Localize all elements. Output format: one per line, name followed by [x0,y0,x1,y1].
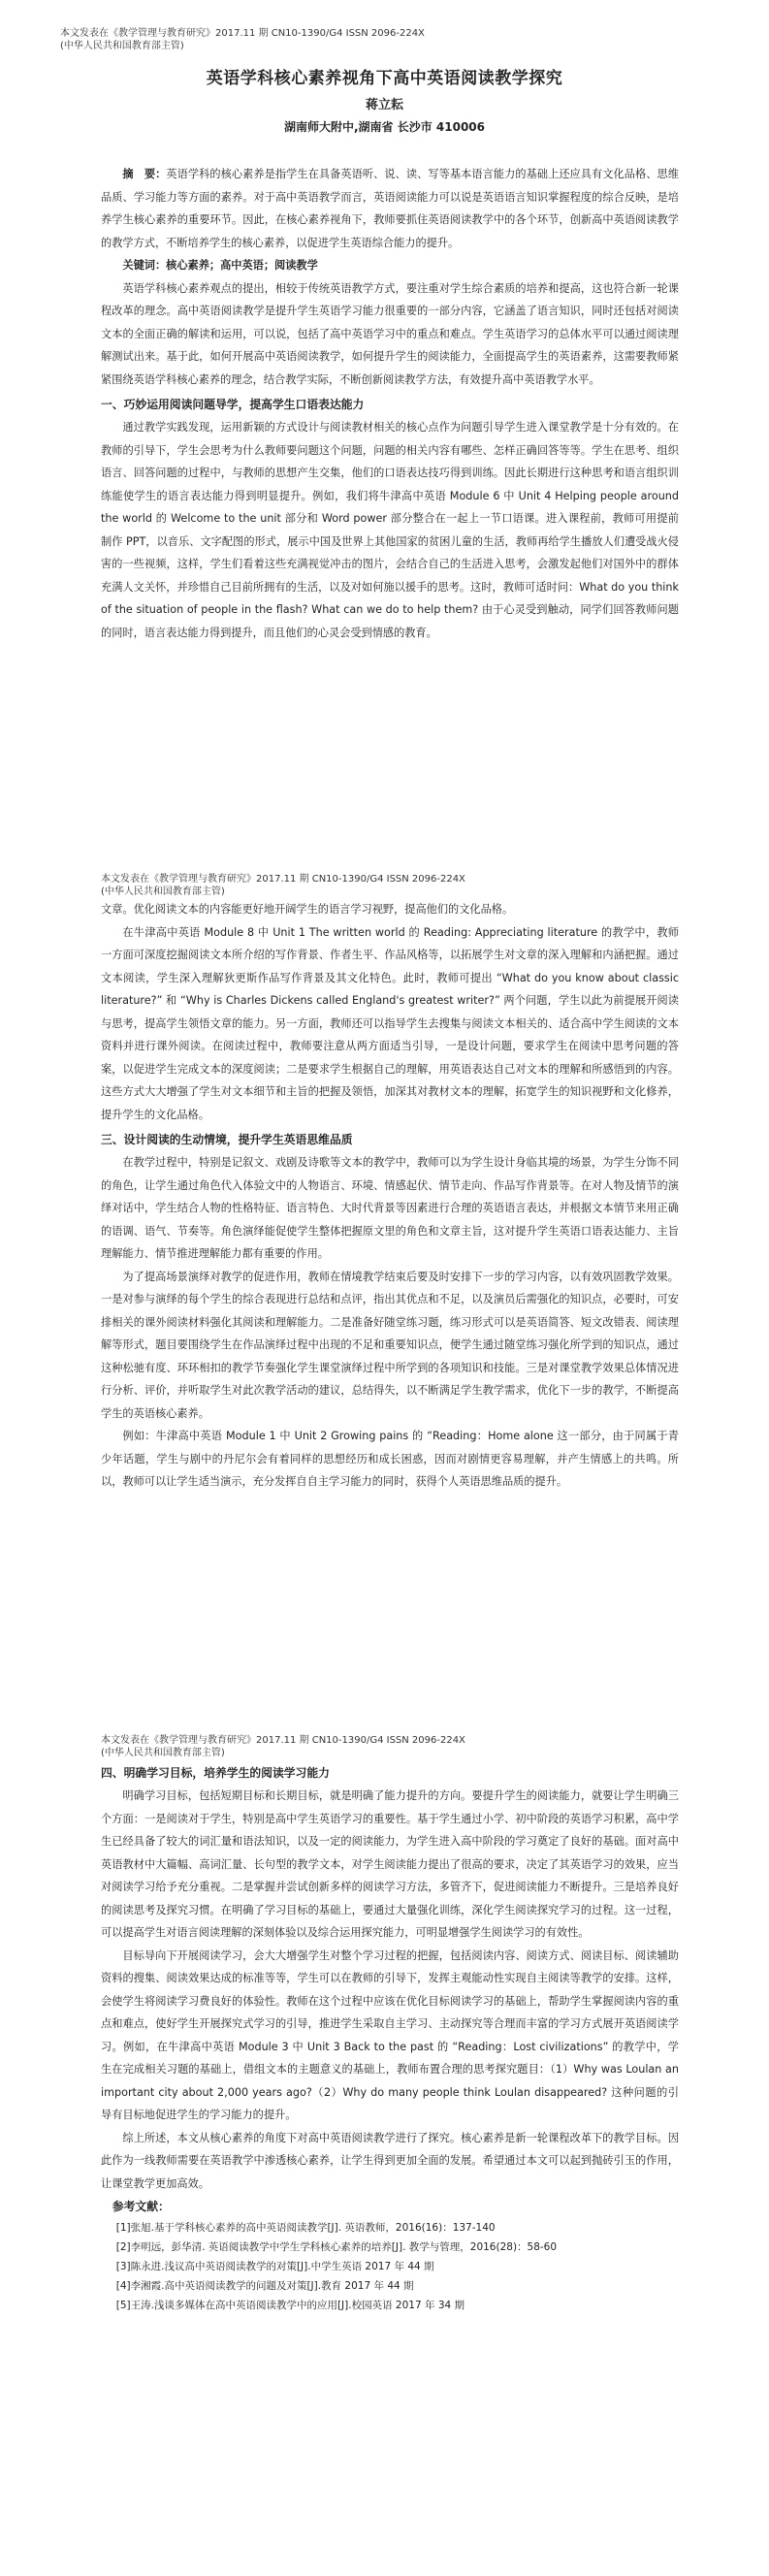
reference-item: [5]王涛.浅谈多媒体在高中英语阅读教学中的应用[J].校园英语 2017 年 34 期 [115,2300,465,2311]
keywords-label: 关键词： [122,259,167,272]
journal-header-line2: (中华人民共和国教育部主管) [60,41,184,51]
paper-author: 蒋立耘 [365,98,403,113]
section-3-paragraph-1: 在教学过程中，特别是记叙文、戏剧及诗歌等文本的教学中，教师可以为学生设计身临其境的场景，为学生分饰不同的角色，让学生通过角色代入体验文中的人物语言、环境、情感起伏、情节走向、作品写作背景等。在对人物及情节的演绎对话中，学生结合人物的性格特征、语言特色、大时代背景等因素进行合理的英语语言表达，并根据文本情节来用正确的语调、语气、节奏等。角色演绎能促使学生整体把握原文里的角色和文章主旨，这对提升学生英语口语表达能力、主旨理解能力、情节推进理解能力都有重要的作用。 [101,1156,679,1260]
page-2-paragraph: 在牛津高中英语 Module 8 中 Unit 1 The written world 的 Reading: Appreciating literature 的教学中，教师一方面可深度挖掘阅读文本所介绍的写作背景、作者生平、作品风格等，以拓展学生对文章的深入理解和内涵把握。通过文本阅读，学生深入理解狄更斯作品写作背景及其文化特色。此时，教师可提出 “What do you know about classic literature?” 和 “Why is Charles Dickens called England's greatest writer?” 两个问题，学生以此为前提展开阅读与思考，提高学生领悟文章的能力。另一方面，教师还可以指导学生去搜集与阅读文本相关的、适合高中学生阅读的文本资料并进行课外阅读。在阅读过程中，教师要注意从两方面适当引导，一是设计问题，要求学生在阅读中思考问题的答案，以促进学生完成文本的深度阅读；二是要求学生根据自己的理解，用英语表达自己对文本的理解和所感悟到的内容。这些方式大大增强了学生对文本细节和主旨的把握及领悟，加深其对教材文本的理解，拓宽学生的知识视野和文化修养，提升学生的文化品格。 [101,925,679,1121]
section-4-heading: 四、明确学习目标，培养学生的阅读学习能力 [101,1766,330,1780]
journal-header-2-line1: 本文发表在《教学管理与教育研究》2017.11 期 CN10-1390/G4 ISSN 2096-224X [101,874,465,885]
journal-header-2 [101,873,679,898]
journal-header-3-line1: 本文发表在《教学管理与教育研究》2017.11 期 CN10-1390/G4 ISSN 2096-224X [101,1735,465,1746]
keywords [101,254,679,277]
page-2-carryover: 文章。优化阅读文本的内容能更好地开阔学生的语言学习视野，提高他们的文化品格。 [101,903,514,916]
section-3-paragraph-3: 例如：牛津高中英语 Module 1 中 Unit 2 Growing pains 的 “Reading：Home alone 这一部分，由于同属于青少年话题，学生与剧中的丹尼尔会有着同样的思想经历和成长困惑，因而对剧情更容易理解，并产生情感上的共鸣。所以，教师可以让学生适当演示，充分发挥自自主学习能力的同时，获得个人英语思维品质的提升。 [101,1430,679,1488]
reference-item: [2]李明远，彭华清. 英语阅读教学中学生学科核心素养的培养[J]. 教学与管理，2016(28)：58-60 [115,2241,558,2253]
intro-paragraph: 英语学科核心素养观点的提出，相较于传统英语教学方式，要注重对学生综合素质的培养和提高，这也符合新一轮课程改革的理念。高中英语阅读教学是提升学生英语学习能力很重要的一部分内容，它涵盖了语言知识，同时还包括对阅读文本的全面正确的解读和运用，可以说，包括了高中英语学习中的重点和难点。学生英语学习的总体水平可以通过阅读理解测试出来。基于此，如何开展高中英语阅读教学，如何提升学生的阅读能力，全面提高学生的英语素养，这需要教师紧紧围绕英语学科核心素养的理念，结合教学实际，不断创新阅读教学方法，有效提升高中英语教学水平。 [101,281,679,386]
abstract-label: 摘 要： [122,168,167,180]
page-2 [101,873,679,1494]
section-4-paragraph-2: 目标导向下开展阅读学习，会大大增强学生对整个学习过程的把握，包括阅读内容、阅读方式、阅读目标、阅读辅助资料的搜集、阅读效果达成的标准等等，学生可以在教师的引导下，发挥主观能动性实现自主阅读等教学的安排。这样，会使学生将阅读学习费良好的体验性。教师在这个过程中应该在优化目标阅读学习的基础上，帮助学生掌握阅读内容的重点和难点，使好学生开展探究式学习的引导，推进学生采取自主学习、主动探究等合理而丰富的学习方式展开英语阅读学习。例如，在牛津高中英语 Module 3 中 Unit 3 Back to the past 的 “Reading：Lost civilizations” 的教学中，学生在完成相关习题的基础上，借组文本的主题意义的基础上，教师布置合理的思考探究题目：（1）Why was Loulan an important city about 2,000 years ago?（2）Why do many people think Loulan disappeared? 这种问题的引导有目标地促进学生的学习能力的提升。 [101,1948,679,2121]
conclusion-paragraph: 综上所述，本文从核心素养的角度下对高中英语阅读教学进行了探究。核心素养是新一轮课程改革下的教学目标。因此作为一线教师需要在英语教学中渗透核心素养，让学生得到更加全面的发展。希望通过本文可以起到抛砖引玉的作用，让课堂教学更加高效。 [101,2131,679,2190]
journal-header [0,27,769,52]
section-1-heading: 一、巧妙运用阅读问题导学，提高学生口语表达能力 [101,398,365,411]
keywords-text: 核心素养；高中英语；阅读教学 [166,259,318,272]
references-title: 参考文献： [112,2200,170,2213]
page-1 [0,27,769,135]
section-4-paragraph-1: 明确学习目标，包括短期目标和长期目标，就是明确了能力提升的方向。要提升学生的阅读能力，就要让学生明确三个方面：一是阅读对于学生，特别是高中学生英语学习的重要性。基于学生通过小学、初中阶段的英语学习积累，高中学生已经具备了较大的词汇量和语法知识，以及一定的阅读能力，为学生进入高中阶段的学习奠定了良好的基础。面对高中英语教材中大篇幅、高词汇量、长句型的教学文本，对学生阅读能力提出了很高的要求，决定了其英语学习的效果，应当对阅读学习给予充分重视。二是掌握并尝试创新多样的阅读学习方法，多管齐下，促进阅读能力不断提升。三是培养良好的阅读思考及探究习惯。在明确了学习目标的基础上，要通过大量强化训练，深化学生阅读探究学习的过程。这一过程，可以提高学生对语言阅读理解的深刻体验以及综合运用探究能力，可明显增强学生阅读学习的有效性。 [101,1789,679,1939]
abstract [101,163,679,254]
section-1-paragraph: 通过教学实践发现，运用新颖的方式设计与阅读教材相关的核心点作为问题引导学生进入课堂教学是十分有效的。在教师的引导下，学生会思考为什么教师要问题这个问题，问题的相关内容有哪些、怎样正确回答等等。学生在思考、组织语言、回答问题的过程中，与教师的思想产生交集，他们的口语表达技巧得到训练。因此长期进行这种思考和语言组织训练能使学生的语言表达能力得到明显提升。例如，我们将牛津高中英语 Module 6 中 Unit 4 Helping people around the world 的 Welcome to the unit 部分和 Word power 部分整合在一起上一节口语课。进入课程前，教师可用提前制作 PPT，以音乐、文字配图的形式，展示中国及世界上其他国家的贫困儿童的生活，教师再给学生播放人们遭受战火侵害的一些视频，这样，学生们看着这些充满视觉冲击的图片，会结合自己的生活进入思考，会激发起他们对国外中的群体充满人文关怀，并珍惜自己目前所拥有的生活，以及对如何施以援手的思考。这时，教师可适时问：What do you think of the situation of people in the flash? What can we do to help them? 由于心灵受到触动，同学们回答教师问题的同时，语言表达能力得到提升，而且他们的心灵会受到情感的教育。 [101,421,679,639]
paper-affiliation: 湖南师大附中,湖南省 长沙市 410006 [283,120,485,134]
paper-title: 英语学科核心素养视角下高中英语阅读教学探究 [206,69,563,88]
section-3-paragraph-2: 为了提高场景演绎对教学的促进作用，教师在情境教学结束后要及时安排下一步的学习内容，以有效巩固教学效果。一是对参与演绎的每个学生的综合表现进行总结和点评，指出其优点和不足，以及演员后需强化的知识点，必要时，可安排相关的课外阅读材料强化其阅读和理解能力。二是准备好随堂练习题，练习形式可以是英语简答、短文改错表、阅读理解等形式，题目要围绕学生在作品演绎过程中出现的不足和重要知识点，便学生通过随堂练习强化所学到的知识点，通过这种松驰有度、环环相扣的教学节奏强化学生课堂演绎过程中所学到的各项知识和技能。三是对课堂教学效果总体情况进行分析、评价，并听取学生对此次教学活动的建议，总结得失，以不断满足学生教学需求，优化下一步的教学，不断提高学生的英语核心素养。 [101,1270,679,1420]
journal-header-2-line2: (中华人民共和国教育部主管) [101,886,225,897]
page-1-body [101,163,679,644]
reference-item: [3]陈永进.浅议高中英语阅读教学的对策[J].中学生英语 2017 年 44 期 [115,2261,434,2272]
section-3-heading: 三、设计阅读的生动情境，提升学生英语思维品质 [101,1133,353,1146]
journal-header-3-line2: (中华人民共和国教育部主管) [101,1748,225,1758]
journal-header-3 [101,1734,679,1759]
reference-item: [4]李湘霞.高中英语阅读教学的问题及对策[J].教育 2017 年 44 期 [115,2280,414,2292]
abstract-text: 英语学科的核心素养是指学生在具备英语听、说、读、写等基本语言能力的基础上还应具有文化品格、思维品质、学习能力等方面的素养。对于高中英语教学而言，英语阅读能力可以说是英语语言知识掌握程度的综合反映，是培养学生核心素养的重要环节。因此，在核心素养视角下，教师要抓住英语阅读教学中的各个环节，创新高中英语阅读教学的教学方式，不断培养学生的核心素养，以促进学生英语综合能力的提升。 [101,168,679,249]
page-3 [101,1734,679,2315]
reference-item: [1]张旭.基于学科核心素养的高中英语阅读教学[J]. 英语教师，2016(16)：137-140 [115,2222,496,2234]
journal-header-line1: 本文发表在《教学管理与教育研究》2017.11 期 CN10-1390/G4 ISSN 2096-224X [60,28,425,39]
